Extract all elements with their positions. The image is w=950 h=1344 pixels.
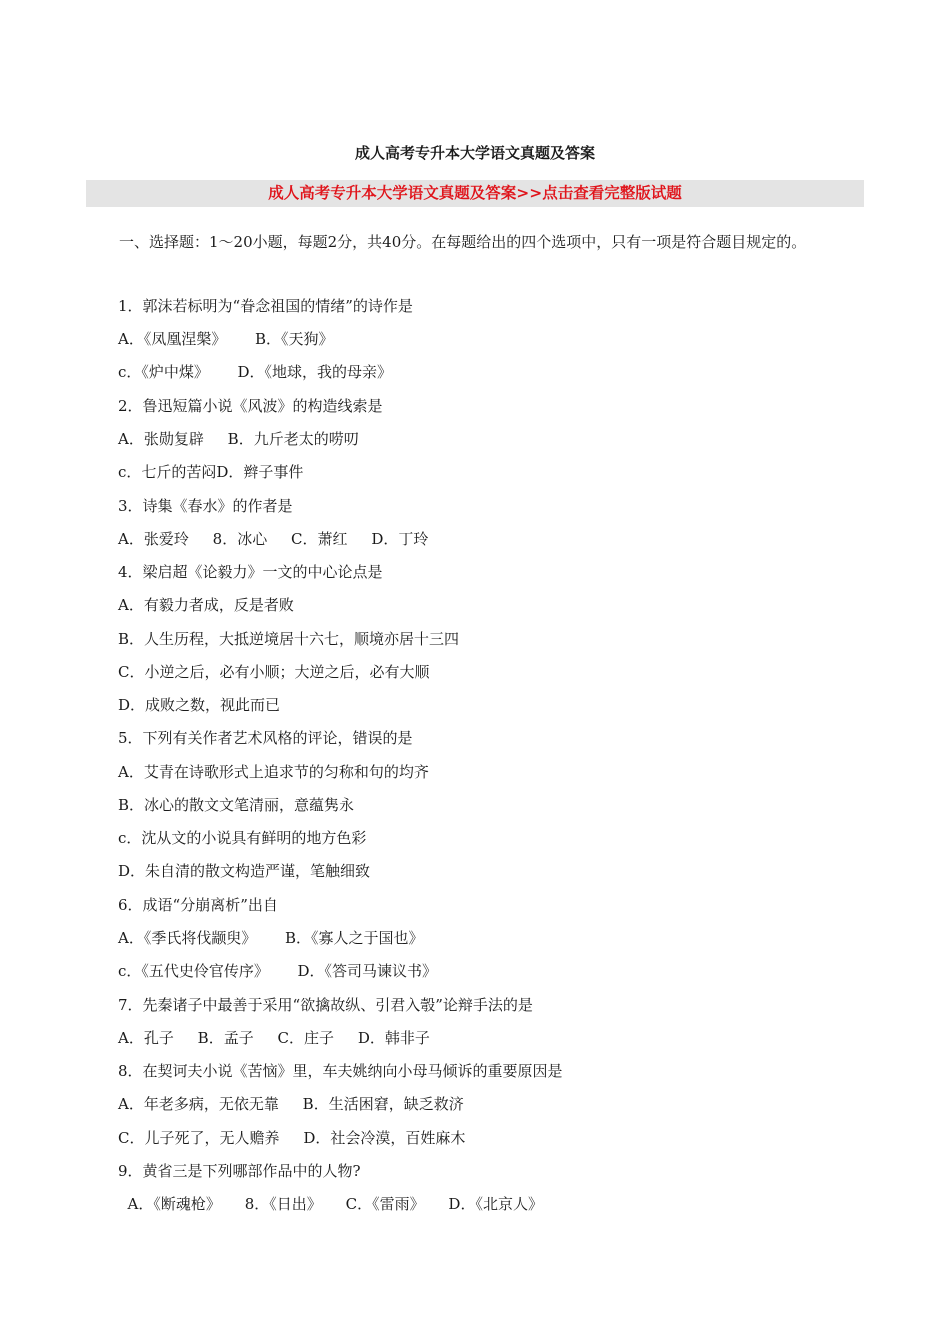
question-4-option-a: A．有毅力者成，反是者败 [118,596,294,614]
question-8-options-c-d: C．儿子死了，无人赡养 D．社会冷漠，百姓麻木 [118,1129,466,1147]
question-8: 8．在契诃夫小说《苦恼》里，车夫姚纳向小母马倾诉的重要原因是 [118,1062,563,1080]
question-2-options-c-d: c．七斤的苦闷D．辫子事件 [118,463,304,481]
question-9-options: A．《断魂枪》 8．《日出》 C．《雷雨》 D．《北京人》 [118,1195,543,1213]
question-7: 7．先秦诸子中最善于采用“欲擒故纵、引君入彀”论辩手法的是 [118,996,533,1014]
question-5-option-c: c．沈从文的小说具有鲜明的地方色彩 [118,829,367,847]
question-6-options-a-b: A．《季氏将伐颛臾》 B．《寡人之于国也》 [118,929,424,947]
question-5: 5．下列有关作者艺术风格的评论，错误的是 [118,729,413,747]
section-intro: 一、选择题：1～20小题，每题2分，共40分。在每题给出的四个选项中，只有一项是符合题目规定的。 [119,233,807,251]
question-5-option-d: D．朱自清的散文构造严谨，笔触细致 [118,862,371,880]
question-4: 4．梁启超《论毅力》一文的中心论点是 [118,563,383,581]
question-2: 2．鲁迅短篇小说《风波》的构造线索是 [118,397,383,415]
question-4-option-b: B．人生历程，大抵逆境居十六七，顺境亦居十三四 [118,630,460,648]
question-3-options: A．张爱玲 8．冰心 C．萧红 D．丁玲 [118,530,429,548]
question-8-options-a-b: A．年老多病，无依无靠 B．生活困窘，缺乏救济 [118,1095,464,1113]
question-1-options-c-d: c．《炉中煤》 D．《地球，我的母亲》 [118,363,393,381]
question-2-options-a-b: A．张勋复辟 B．九斤老太的唠叨 [118,430,359,448]
question-1: 1．郭沫若标明为“眷念祖国的情绪”的诗作是 [118,297,413,315]
question-5-option-a: A．艾青在诗歌形式上追求节的匀称和句的均齐 [118,763,429,781]
document-title: 成人高考专升本大学语文真题及答案 [354,144,595,162]
view-full-exam-link[interactable]: 成人高考专升本大学语文真题及答案>>点击查看完整版试题 [86,180,864,207]
question-4-option-d: D．成败之数，视此而已 [118,696,281,714]
question-7-options: A．孔子 B．孟子 C．庄子 D．韩非子 [118,1029,430,1047]
question-4-option-c: C．小逆之后，必有小顺；大逆之后，必有大顺 [118,663,430,681]
question-6: 6．成语“分崩离析”出自 [118,896,278,914]
question-3: 3．诗集《春水》的作者是 [118,497,293,515]
question-5-option-b: B．冰心的散文文笔清丽，意蕴隽永 [118,796,355,814]
question-6-options-c-d: c．《五代史伶官传序》 D．《答司马谏议书》 [118,962,438,980]
question-9: 9．黄省三是下列哪部作品中的人物? [118,1162,361,1180]
question-1-options-a-b: A．《凤凰涅槃》 B．《天狗》 [118,330,334,348]
